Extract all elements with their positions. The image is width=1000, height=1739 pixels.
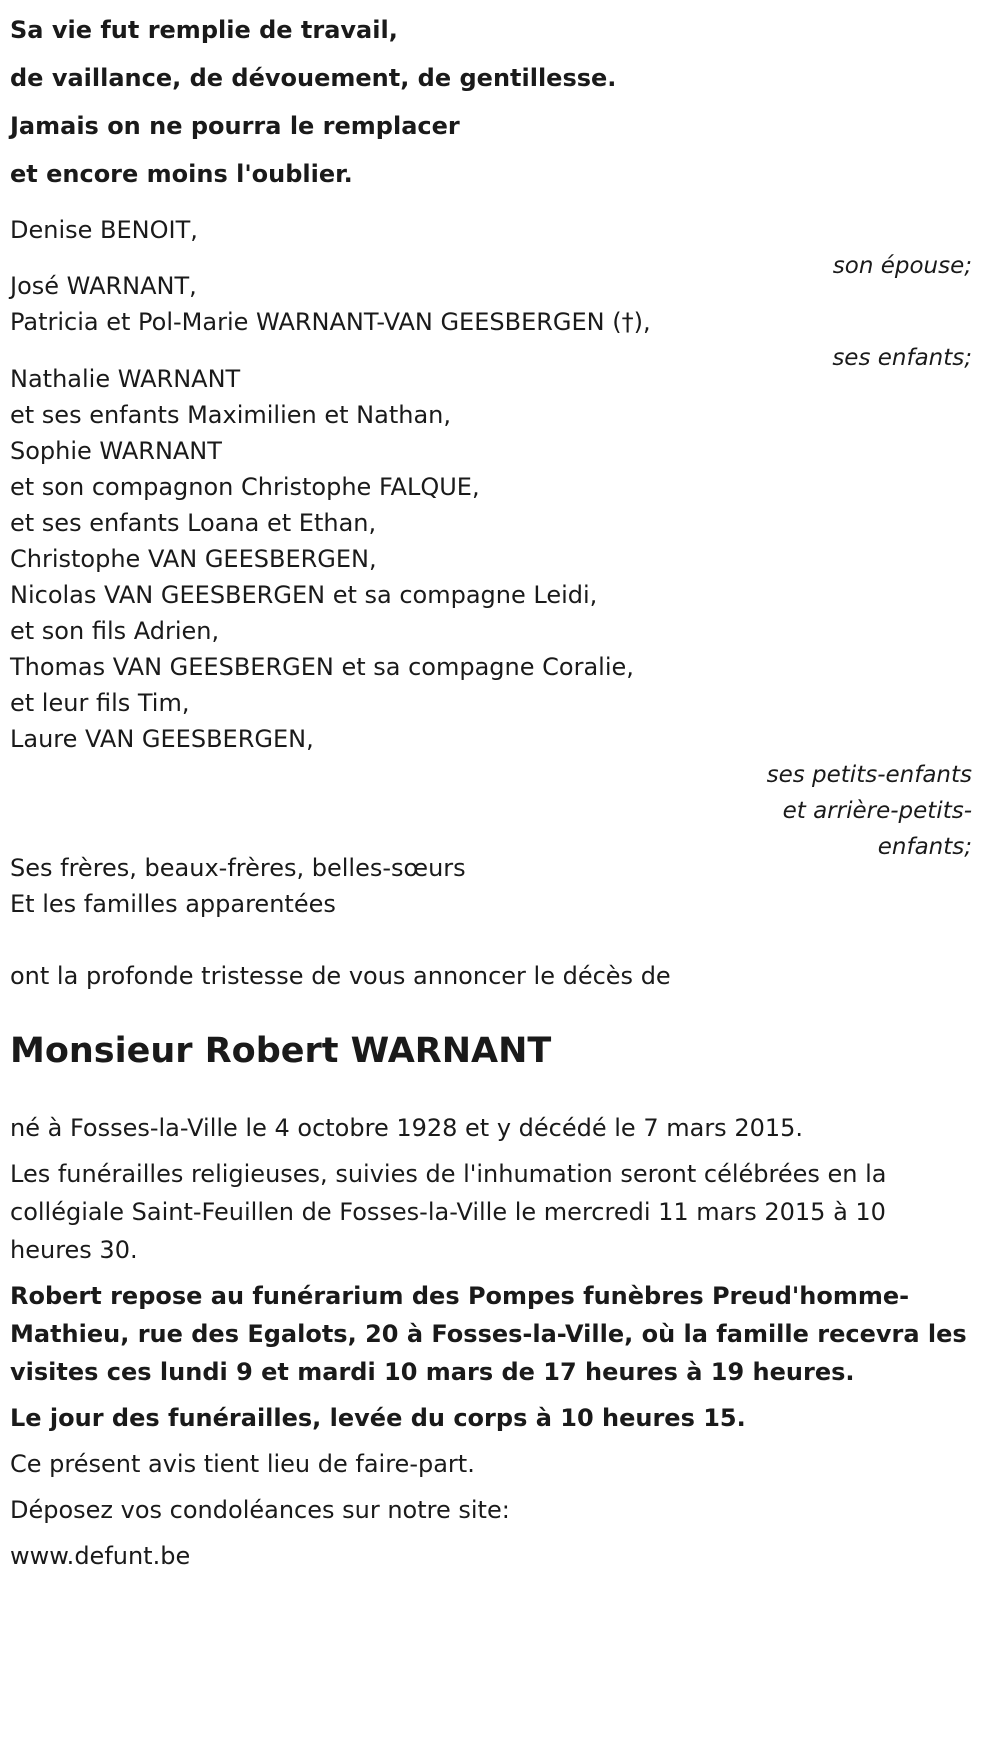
deceased-name: Monsieur Robert WARNANT [10,1031,552,1071]
family-line: Ses frères, beaux-frères, belles-sœurs [10,854,466,882]
details-block [10,1109,970,1575]
spouse-name: Denise BENOIT, [10,216,198,244]
poem-line: Sa vie fut remplie de travail, [10,16,398,44]
grandchild-line: Nicolas VAN GEESBERGEN et sa compagne Leidi, [10,581,598,609]
grandchildren-block [10,361,980,865]
poem-line: et encore moins l'oublier. [10,160,353,188]
grandchild-line: et leur fils Tim, [10,689,190,717]
spouse-role: son épouse; [832,253,972,279]
condolences-text: Déposez vos condoléances sur notre site: [10,1496,510,1524]
deceased-block [10,1027,980,1075]
family-line: Et les familles apparentées [10,890,336,918]
poem [10,6,970,198]
grandchild-line: Nathalie WARNANT [10,365,241,393]
grandchild-line: Sophie WARNANT [10,437,222,465]
website-link[interactable]: www.defunt.be [10,1542,191,1570]
family-block [10,850,980,922]
grandchild-line: Laure VAN GEESBERGEN, [10,725,314,753]
grandchildren-role-line: ses petits-enfants [766,762,972,788]
poem-line: Jamais on ne pourra le remplacer [10,112,460,140]
funeral-text: Les funérailles religieuses, suivies de l'inhumation seront célébrées en la collégiale Saint-Feuillen de Fosses-la-Ville le mercredi 11 mars 2015 à 10 heures 30. [10,1160,887,1264]
grandchild-line: et son fils Adrien, [10,617,220,645]
grandchildren-role [10,757,980,865]
children-block [10,268,980,376]
announcement-block [10,958,980,994]
grandchildren-role-line: enfants; [877,834,972,860]
grandchild-line: et ses enfants Loana et Ethan, [10,509,377,537]
child-name: José WARNANT, [10,272,197,300]
grandchild-line: Christophe VAN GEESBERGEN, [10,545,377,573]
poem-line: de vaillance, de dévouement, de gentillesse. [10,64,617,92]
announcement-text: ont la profonde tristesse de vous annoncer le décès de [10,962,671,990]
grandchildren-role-line: et arrière-petits- [782,798,972,824]
born-died-text: né à Fosses-la-Ville le 4 octobre 1928 et y décédé le 7 mars 2015. [10,1114,804,1142]
grandchild-line: et ses enfants Maximilien et Nathan, [10,401,451,429]
child-name: Patricia et Pol-Marie WARNANT-VAN GEESBERGEN (†), [10,308,651,336]
notice-text: Ce présent avis tient lieu de faire-part. [10,1450,475,1478]
grandchild-line: et son compagnon Christophe FALQUE, [10,473,480,501]
levee-text: Le jour des funérailles, levée du corps à 10 heures 15. [10,1404,746,1432]
rest-text: Robert repose au funérarium des Pompes funèbres Preud'homme-Mathieu, rue des Egalots, 20 à Fosses-la-Ville, où la famille recevra les visites ces lundi 9 et mardi 10 mars de 17 heures à 19 heures. [10,1282,967,1386]
grandchild-line: Thomas VAN GEESBERGEN et sa compagne Coralie, [10,653,634,681]
children-role: ses enfants; [832,345,972,371]
